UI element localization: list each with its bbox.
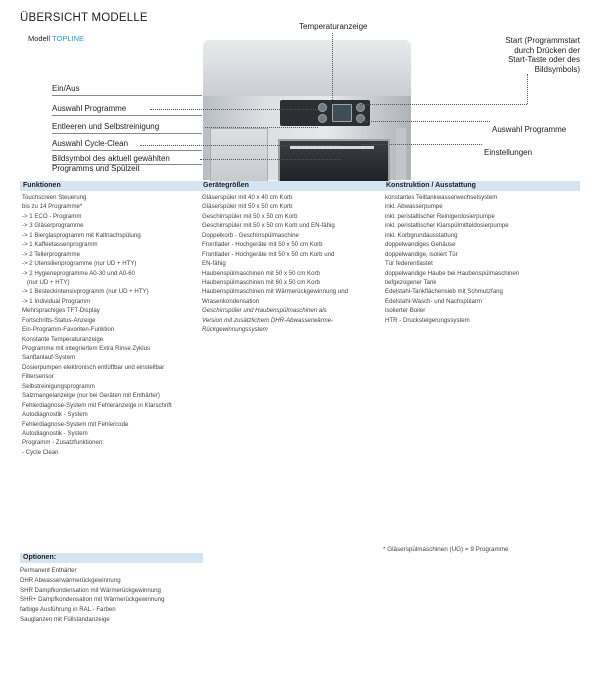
list-item: Edelstahl-Tankflächensieb mit Schmutzfang <box>385 288 503 296</box>
list-item: tiefgezogener Tank <box>385 278 437 286</box>
list-item: -> 3 Gläserprogramme <box>22 222 84 230</box>
list-item: Edelstahl-Wasch- und Nachspülarm <box>385 297 482 305</box>
list-item: Haubenspülmaschinen mit 50 x 50 cm Korb <box>202 269 320 277</box>
list-item: Dosierpumpen elektronisch entlüftbar und einstellbar <box>22 363 165 371</box>
callout-power: Ein/Aus <box>52 84 80 93</box>
list-item: Programm - Zusatzfunktionen: <box>22 439 104 447</box>
callout-temperature: Temperaturanzeige <box>299 22 368 31</box>
list-item: Geschirrspüler mit 50 x 50 cm Korb <box>202 212 298 220</box>
callout-start <box>452 36 580 74</box>
list-item: isolierter Boiler <box>385 307 426 315</box>
list-item: (nur UD + HTY) <box>27 278 70 286</box>
door-handle <box>290 146 374 149</box>
list-item: Ein-Programm-Favoriten-Funktion <box>22 326 115 334</box>
list-item: Fortschritts-Status-Anzeige <box>22 316 96 324</box>
list-item: Salzmangelanzeige (nur bei Geräten mit Enthärter) <box>22 392 160 400</box>
list-item: Programme mit integriertem Extra Rinse Zyklus <box>22 345 151 352</box>
callout-cycle-clean: Auswahl Cycle-Clean <box>52 139 129 148</box>
program-button-icon <box>318 114 327 123</box>
list-item: Rückgewinnungssystem <box>202 326 268 334</box>
functions-list <box>22 193 172 457</box>
list-item: HTR - Drucksteigerungssystem <box>385 316 470 324</box>
list-item: doppelwandiges Gehäuse <box>385 241 456 249</box>
list-item: Konstante Temperaturanzeige <box>22 335 104 343</box>
list-item: Geschirrspüler mit 50 x 50 cm Korb und EN-fähig <box>202 222 335 230</box>
sizes-list <box>202 193 348 335</box>
list-item: Fehlerdiagnose-System mit Fehlercode <box>22 420 129 428</box>
list-item: Frontlader - Hochgeräte mit 50 x 50 cm Korb <box>202 241 323 249</box>
list-item: doppelwandige Haube bei Haubenspülmaschinen <box>385 269 520 277</box>
dishwasher-side-panel <box>210 128 268 181</box>
list-item: Filtersensor <box>22 373 54 381</box>
list-item: Frontlader - Hochgeräte mit 50 x 50 cm Korb und <box>202 250 335 258</box>
heading-options: Optionen: <box>20 553 203 563</box>
model-label: Modell <box>28 34 51 43</box>
list-item: farbige Ausführung in RAL - Farben <box>20 606 116 614</box>
list-item: -> 1 Bierglasprogramm mit Kaltnachspülung <box>22 231 141 239</box>
list-item: Tür federentlastet <box>385 260 433 268</box>
callout-start-line3: Start-Taste oder des <box>507 55 580 64</box>
callout-program-select-left: Auswahl Programme <box>52 104 127 113</box>
list-item: doppelwandige, isoliert Tür <box>385 250 458 258</box>
dishwasher-hood <box>203 40 411 98</box>
callout-start-line2: durch Drücken der <box>514 45 580 55</box>
footnote: * Gläserspülmaschinen (UG) = 9 Programme <box>383 546 509 553</box>
dishwasher-side-edge <box>396 128 406 180</box>
power-button-icon <box>318 103 327 112</box>
list-item: -> 2 Hygieneprogramme A0-30 und A0-60 <box>22 269 135 277</box>
list-item: Doppelkorb - Geschirrspülmaschine <box>202 231 299 239</box>
list-item: SHR+ Dampfkondensation mit Wärmerückgewinnung <box>20 596 165 604</box>
list-item: -> 2 Tellerprogramme <box>22 250 80 258</box>
callout-image-symbol-line1: Bildsymbol des aktuell gewählten <box>52 154 170 163</box>
list-item: inkl. peristaltischer Reinigerdosierpumpe <box>385 212 495 220</box>
list-item: inkl. Abwasserpumpe <box>385 203 443 211</box>
list-item: Mehrsprachiges TFT-Display <box>22 307 100 315</box>
list-item: inkl. Korbgrundausstattung <box>385 231 458 239</box>
model-name: TOPLINE <box>52 34 85 43</box>
construction-list <box>385 193 519 325</box>
list-item: - Cycle Clean <box>22 448 59 456</box>
list-item: Autodiagnostik - System <box>22 411 88 419</box>
display-icon <box>332 104 352 122</box>
list-item: Geschirrspüler und Haubenspülmaschinen als <box>202 307 327 315</box>
list-item: SHR Dampfkondensation mit Wärmerückgewinnung <box>20 586 161 594</box>
list-item: Haubenspülmaschinen mit Wärmerückgewinnung und <box>202 288 348 296</box>
options-list <box>20 566 164 625</box>
callout-program-select-right: Auswahl Programme <box>492 125 567 134</box>
list-item: konstantes Teiltankwasserwechselsystem <box>385 194 498 201</box>
callout-image-symbol-line2: Programms und Spülzeit <box>52 163 140 173</box>
list-item: Haubenspülmaschinen mit 60 x 50 cm Korb <box>202 278 320 286</box>
callout-start-line1: Start (Programmstart <box>505 36 580 45</box>
list-item: Autodiagnostik - System <box>22 429 88 437</box>
list-item: Gläserspüler mit 40 x 40 cm Korb <box>202 194 293 201</box>
list-item: DHR Abwasserwärmerückgewinnung <box>20 576 121 584</box>
list-item: Selbstreinigungsprogramm <box>22 382 95 390</box>
page-title: ÜBERSICHT MODELLE <box>20 12 148 24</box>
list-item: Sauglanzen mit Füllstandanzeige <box>20 615 110 623</box>
list-item: -> 1 ECO - Programm <box>22 212 82 220</box>
list-item: EN-fähig <box>202 260 226 268</box>
callout-start-line4: Bildsymbols) <box>534 64 580 74</box>
heading-sizes: Gerätegrößen <box>200 181 383 191</box>
heading-functions: Funktionen <box>20 181 200 191</box>
list-item: -> 2 Utensilienprogramme (nur UD + HTY) <box>22 260 137 268</box>
list-item: -> 1 Individual Programm <box>22 297 91 305</box>
list-item: Permanent Enthärter <box>20 567 77 574</box>
list-item: -> 1 Besteckintensivprogramm (nur UD + HTY) <box>22 288 149 296</box>
heading-construction: Konstruktion / Ausstattung <box>383 181 580 191</box>
list-item: -> 1 Kaffeetassenprogramm <box>22 241 98 249</box>
control-panel <box>280 100 370 126</box>
callout-settings: Einstellungen <box>484 148 533 157</box>
list-item: Gläserspüler mit 50 x 50 cm Korb <box>202 203 293 211</box>
callout-drain-clean: Entleeren und Selbstreinigung <box>52 122 160 131</box>
list-item: Fehlerdiagnose-System mit Fehleranzeige in Klarschrift <box>22 401 172 409</box>
list-item: Touchscreen Steuerung <box>22 194 87 201</box>
model-subtitle <box>28 34 84 43</box>
list-item: Sanftanlauf-System <box>22 354 76 362</box>
list-item: Version mit zusätzlichem DHR-Abwasserwärme- <box>202 316 334 324</box>
list-item: inkl. peristaltischer Klarspülmitteldosierpumpe <box>385 222 509 230</box>
list-item: Wrasenkondensation <box>202 297 260 305</box>
list-item: bis zu 14 Programme* <box>22 203 83 211</box>
